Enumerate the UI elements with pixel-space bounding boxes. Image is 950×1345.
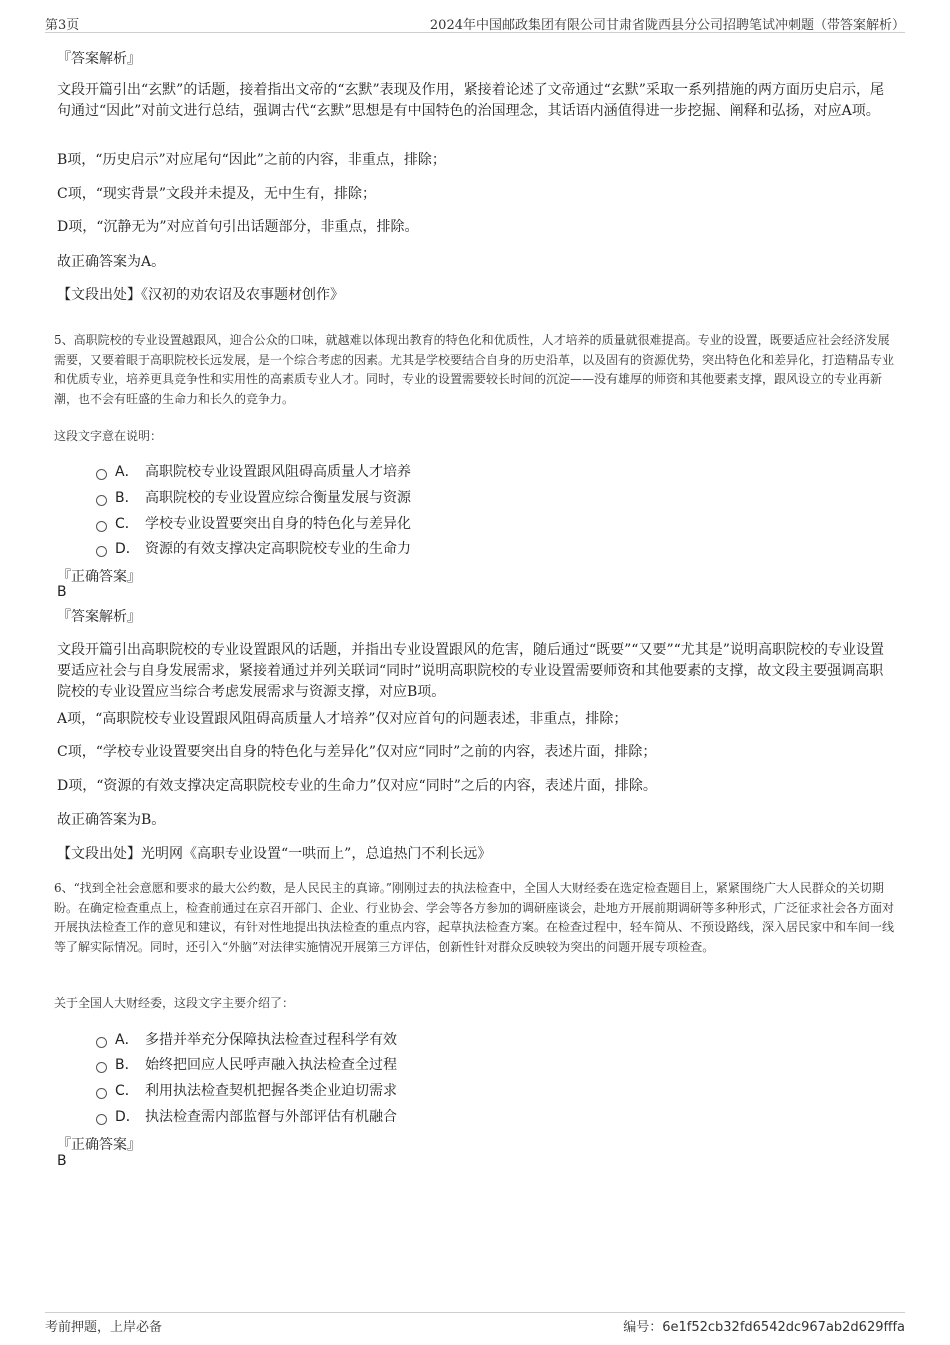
correct-answer: B [57, 1153, 67, 1169]
option-d-analysis: D项，“沉静无为”对应首句引出话题部分，非重点，排除。 [57, 219, 419, 235]
q6-option-c[interactable]: C． 利用执法检查契机把握各类企业迫切需求 [96, 1080, 397, 1100]
option-c-analysis: C项，“学校专业设置要突出自身的特色化与差异化”仅对应“同时”之前的内容，表述片面，排除； [57, 744, 657, 760]
question-6-prompt: 关于全国人大财经委，这段文字主要介绍了： [54, 996, 295, 1010]
option-a-analysis: A项，“高职院校专业设置跟风阻碍高质量人才培养”仅对应首句的问题表述，非重点，排除； [57, 711, 628, 727]
source: 【文段出处】光明网《高职专业设置“一哄而上”，总追热门不利长远》 [57, 846, 492, 862]
correct-answer-label: 『正确答案』 [57, 569, 141, 585]
question-6-text: 6、“找到全社会意愿和要求的最大公约数，是人民民主的真谛。”刚刚过去的执法检查中，全国人大财经委在选定检查题目上，紧紧围绕广大人民群众的关切期盼。在确定检查重点上，检查前通过在京召开部门、企业、行业协会、学会等各方参加的调研座谈会，赴地方开展前期调研等多种形式，广泛征求社会各方面对开展执法检查工作的意见和建议，有针对性地提出执法检查的重点内容，起草执法检查方案。在检查过程中，轻车简从、不预设路线，深入居民家中和车间一线等了解实际情况。同时，还引入“外脑”对法律实施情况开展第三方评估，创新性针对群众反映较为突出的问题开展专项检查。 [54, 881, 895, 954]
source: 【文段出处】《汉初的劝农诏及农事题材创作》 [57, 287, 344, 303]
q6-option-a[interactable]: A． 多措并举充分保障执法检查过程科学有效 [96, 1029, 397, 1049]
radio-icon[interactable] [96, 1062, 107, 1073]
radio-icon[interactable] [96, 469, 107, 480]
page-header [45, 14, 905, 33]
radio-icon[interactable] [96, 521, 107, 532]
conclusion: 故正确答案为A。 [57, 254, 166, 270]
conclusion: 故正确答案为B。 [57, 812, 166, 828]
q5-option-c[interactable]: C． 学校专业设置要突出自身的特色化与差异化 [96, 513, 411, 533]
radio-icon[interactable] [96, 546, 107, 557]
option-b-analysis: B项，“历史启示”对应尾句“因此”之前的内容，非重点，排除； [57, 152, 446, 168]
q6-option-d[interactable]: D． 执法检查需内部监督与外部评估有机融合 [96, 1106, 397, 1126]
radio-icon[interactable] [96, 1088, 107, 1099]
option-c-analysis: C项，“现实背景”文段并未提及，无中生有，排除； [57, 186, 377, 202]
correct-answer-label: 『正确答案』 [57, 1137, 141, 1153]
q5-option-d[interactable]: D． 资源的有效支撑决定高职院校专业的生命力 [96, 538, 411, 558]
radio-icon[interactable] [96, 1037, 107, 1048]
analysis-label: 『答案解析』 [57, 51, 141, 67]
analysis-text: 文段开篇引出“玄默”的话题，接着指出文帝的“玄默”表现及作用，紧接着论述了文帝通过“玄默”采取一系列措施的两方面历史启示，尾句通过“因此”对前文进行总结，强调古代“玄默”思想是有中国特色的治国理念，其话语内涵值得进一步挖掘、阐释和弘扬，对应A项。 [57, 82, 884, 119]
analysis-label: 『答案解析』 [57, 609, 141, 625]
radio-icon[interactable] [96, 495, 107, 506]
option-d-analysis: D项，“资源的有效支撑决定高职院校专业的生命力”仅对应“同时”之后的内容，表述片面，排除。 [57, 778, 657, 794]
footer-slogan: 考前押题，上岸必备 [45, 1320, 163, 1335]
question-5-text: 5、高职院校的专业设置越跟风，迎合公众的口味，就越难以体现出教育的特色化和优质性，人才培养的质量就很难提高。专业的设置，既要适应社会经济发展需要，又要着眼于高职院校长远发展，是一个综合考虑的因素。尤其是学校要结合自身的历史沿革，以及固有的资源优势，突出特色化和差异化，打造精品专业和优质专业，培养更具竞争性和实用性的高素质专业人才。同时，专业的设置需要较长时间的沉淀——没有雄厚的师资和其他要素支撑，跟风设立的专业再新潮，也不会有旺盛的生命力和长久的竞争力。 [54, 333, 895, 406]
page-number: 第3页 [45, 18, 80, 33]
radio-icon[interactable] [96, 1114, 107, 1125]
document-serial: 编号：6e1f52cb32fd6542dc967ab2d629fffa [623, 1320, 905, 1335]
document-title: 2024年中国邮政集团有限公司甘肃省陇西县分公司招聘笔试冲刺题（带答案解析） [429, 18, 905, 33]
q6-option-b[interactable]: B． 始终把回应人民呼声融入执法检查全过程 [96, 1054, 397, 1074]
q5-option-b[interactable]: B． 高职院校的专业设置应综合衡量发展与资源 [96, 487, 411, 507]
q5-option-a[interactable]: A． 高职院校专业设置跟风阻碍高质量人才培养 [96, 461, 411, 481]
correct-answer: B [57, 584, 67, 600]
question-5-prompt: 这段文字意在说明： [54, 429, 163, 443]
page-footer [45, 1312, 905, 1335]
analysis-text: 文段开篇引出高职院校的专业设置跟风的话题，并指出专业设置跟风的危害，随后通过“既要”“又要”“尤其是”说明高职院校的专业设置要适应社会与自身发展需求，紧接着通过并列关联词“同时”说明高职院校的专业设置需要师资和其他要素的支撑，故文段主要强调高职院校的专业设置应当综合考虑发展需求与资源支撑，对应B项。 [57, 642, 884, 700]
